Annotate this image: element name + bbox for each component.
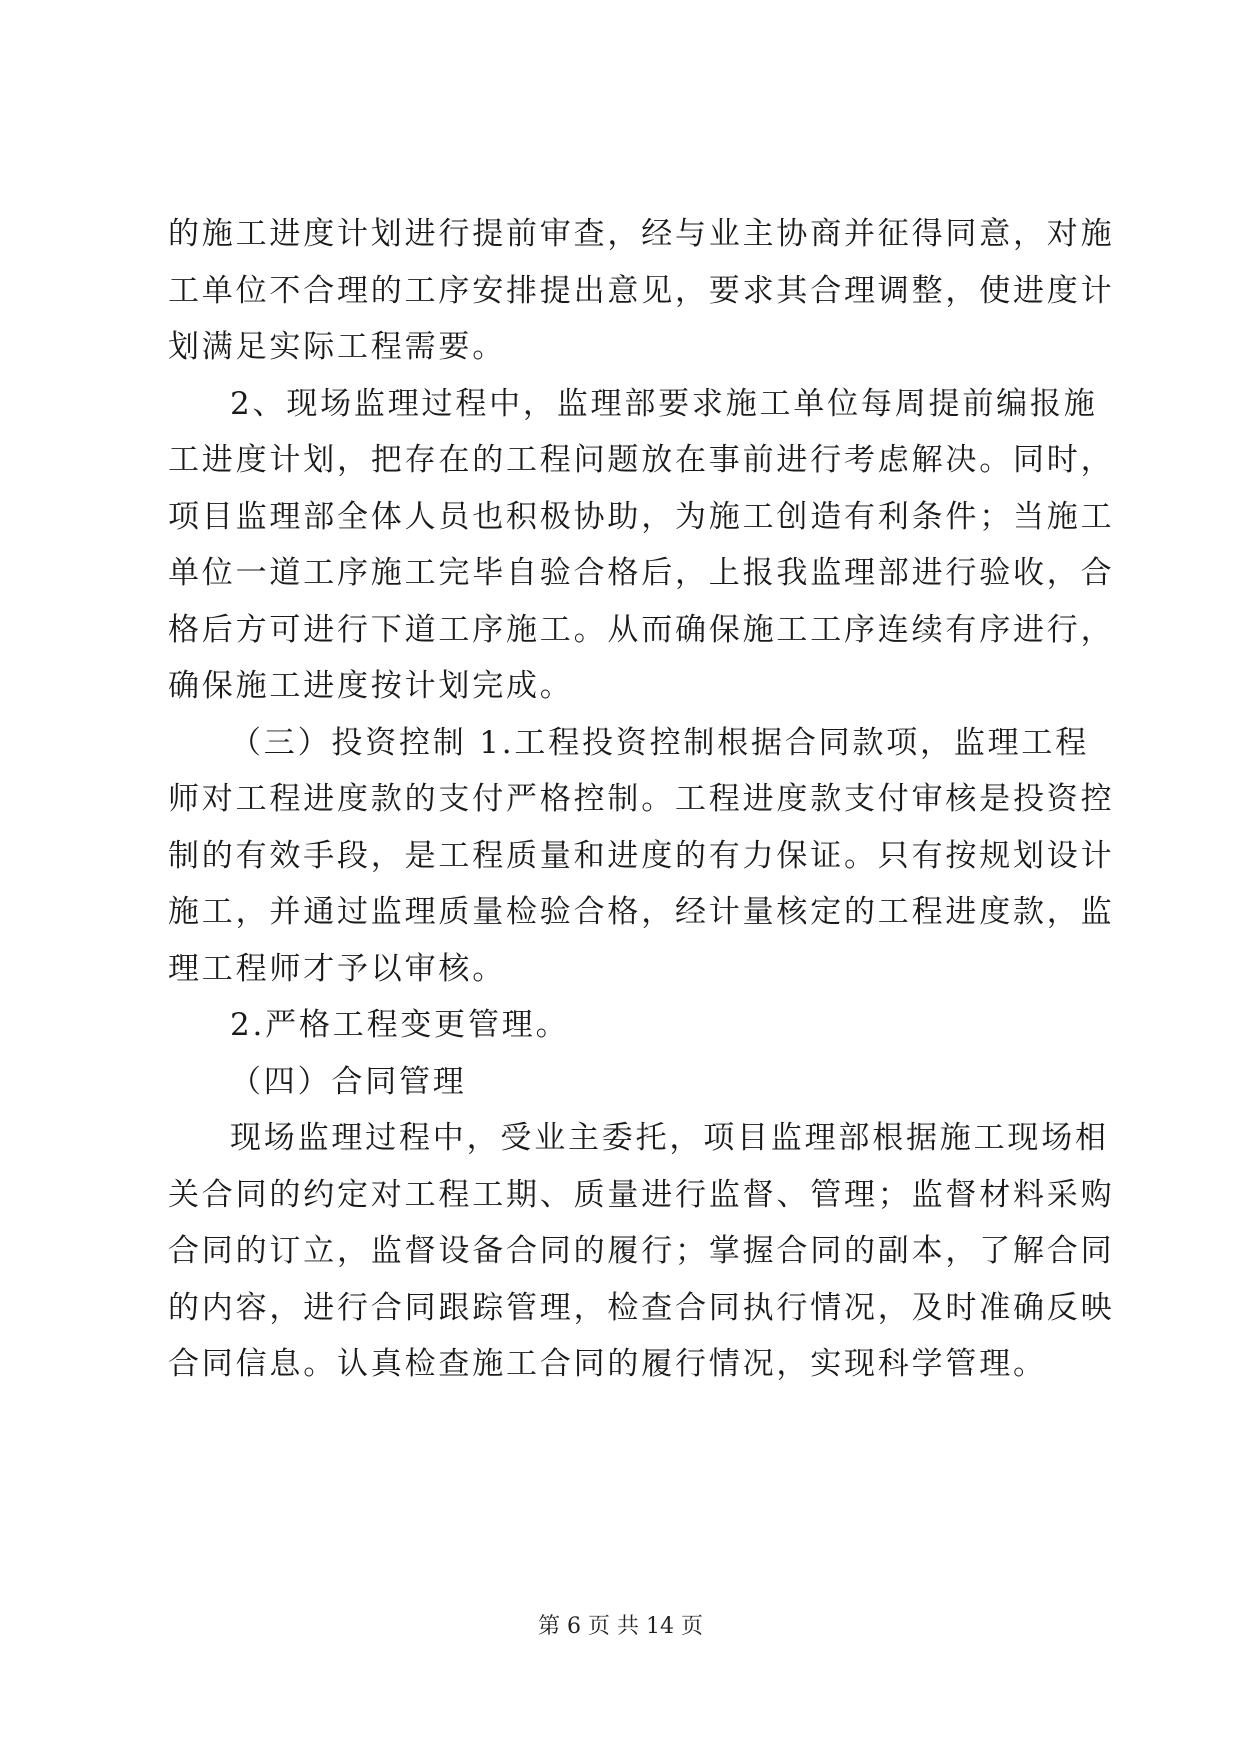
text-line: 2、现场监理过程中，监理部要求施工单位每周提前编报施 <box>230 386 1098 422</box>
text-line: 制的有效手段，是工程质量和进度的有力保证。只有按规划设计 <box>168 838 1115 874</box>
text-line: 现场监理过程中，受业主委托，项目监理部根据施工现场相 <box>230 1120 1109 1156</box>
text-line: （三）投资控制 1.工程投资控制根据合同款项，监理工程 <box>230 725 1090 761</box>
text-line: 划满足实际工程需要。 <box>168 329 506 365</box>
text-line: 2.严格工程变更管理。 <box>230 1007 570 1043</box>
text-line: 合同的订立，监督设备合同的履行；掌握合同的副本，了解合同 <box>168 1233 1115 1269</box>
text-line: 格后方可进行下道工序施工。从而确保施工工序连续有序进行， <box>168 612 1115 648</box>
text-line: 的内容，进行合同跟踪管理，检查合同执行情况，及时准确反映 <box>168 1290 1115 1326</box>
text-line: 的施工进度计划进行提前审查，经与业主协商并征得同意，对施 <box>168 216 1115 252</box>
page-number: 第 6 页 共 14 页 <box>538 1614 703 1639</box>
text-line: 合同信息。认真检查施工合同的履行情况，实现科学管理。 <box>168 1346 1047 1382</box>
text-line: 理工程师才予以审核。 <box>168 951 506 987</box>
text-line: 单位一道工序施工完毕自验合格后，上报我监理部进行验收，合 <box>168 555 1115 591</box>
section-heading: （四）合同管理 <box>230 1064 467 1100</box>
text-line: 工进度计划，把存在的工程问题放在事前进行考虑解决。同时， <box>168 442 1115 478</box>
text-line: 关合同的约定对工程工期、质量进行监督、管理；监督材料采购 <box>168 1177 1115 1213</box>
text-line: 项目监理部全体人员也积极协助，为施工创造有利条件；当施工 <box>168 499 1115 535</box>
text-line: 施工，并通过监理质量检验合格，经计量核定的工程进度款，监 <box>168 894 1115 930</box>
text-line: 师对工程进度款的支付严格控制。工程进度款支付审核是投资控 <box>168 781 1115 817</box>
text-line: 工单位不合理的工序安排提出意见，要求其合理调整，使进度计 <box>168 273 1115 309</box>
text-line: 确保施工进度按计划完成。 <box>168 668 574 704</box>
